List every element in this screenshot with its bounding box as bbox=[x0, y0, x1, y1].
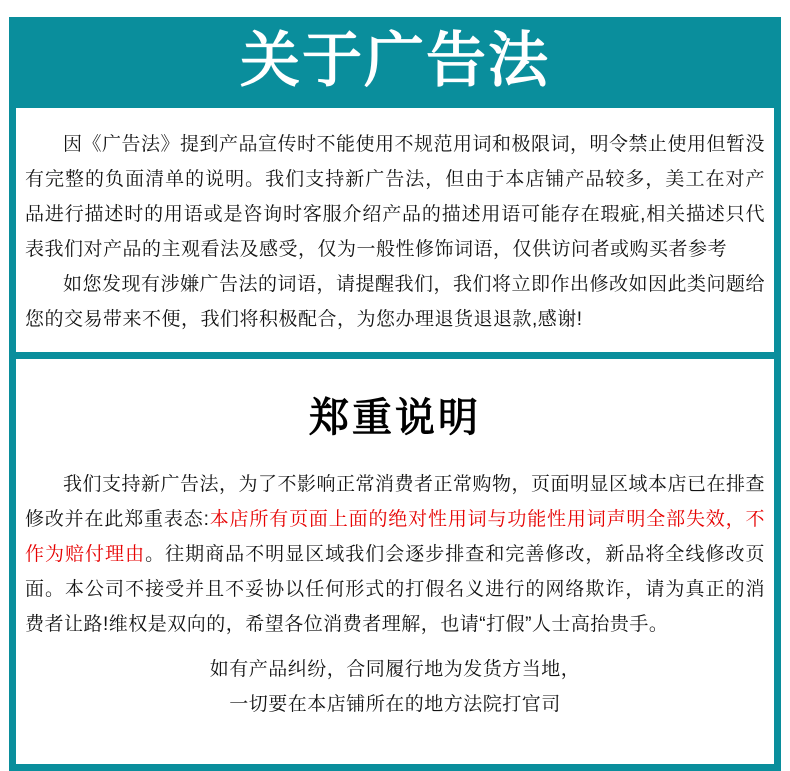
statement-title: 郑重说明 bbox=[309, 396, 481, 440]
statement-text-before: 我们支持新广告法，为了不影响正常消费者正常购物，页面明显区域本店已在排查修改并在此郑重表态: bbox=[25, 474, 766, 530]
dispute-line-1: 如有产品纠纷，合同履行地为发货方当地， bbox=[209, 659, 581, 680]
banner-title: 关于广告法 bbox=[240, 26, 550, 94]
disclaimer-section bbox=[16, 108, 774, 352]
statement-section bbox=[16, 352, 774, 764]
statement-paragraph bbox=[25, 467, 765, 642]
statement-text-red: 本店所有页面上面的绝对性用词与功能性用词声明全部失效，不作为赔付理由 bbox=[25, 509, 765, 565]
disclaimer-paragraph-1: 因《广告法》提到产品宣传时不能使用不规范用词和极限词，明令禁止使用但暂没有完整的负面清单的说明。我们支持新广告法，但由于本店铺产品较多，美工在对产品进行描述时的用语或是咨询时客服介绍产品的描述用语可能存在瑕疵,相关描述只代表我们对产品的主观看法及感受，仅为一般性修饰词语，仅供访问者或购买者参考 bbox=[25, 134, 766, 260]
advertising-law-banner bbox=[9, 17, 781, 108]
dispute-line-2: 一切要在本店铺所在的地方法院打官司 bbox=[229, 694, 561, 715]
statement-text-after: 。往期商品不明显区域我们会逐步排查和完善修改，新品将全线修改页面。本公司不接受并且不妥协以任何形式的打假名义进行的网络欺诈，请为真正的消费者让路!维权是双向的，希望各位消费者理解，也请“打假”人士高抬贵手。 bbox=[25, 544, 765, 635]
notice-content-box bbox=[9, 108, 781, 771]
advertising-law-notice bbox=[9, 17, 781, 771]
disclaimer-paragraph-2: 如您发现有涉嫌广告法的词语，请提醒我们，我们将立即作出修改如因此类问题给您的交易带来不便，我们将积极配合，为您办理退货退退款,感谢! bbox=[25, 274, 766, 330]
